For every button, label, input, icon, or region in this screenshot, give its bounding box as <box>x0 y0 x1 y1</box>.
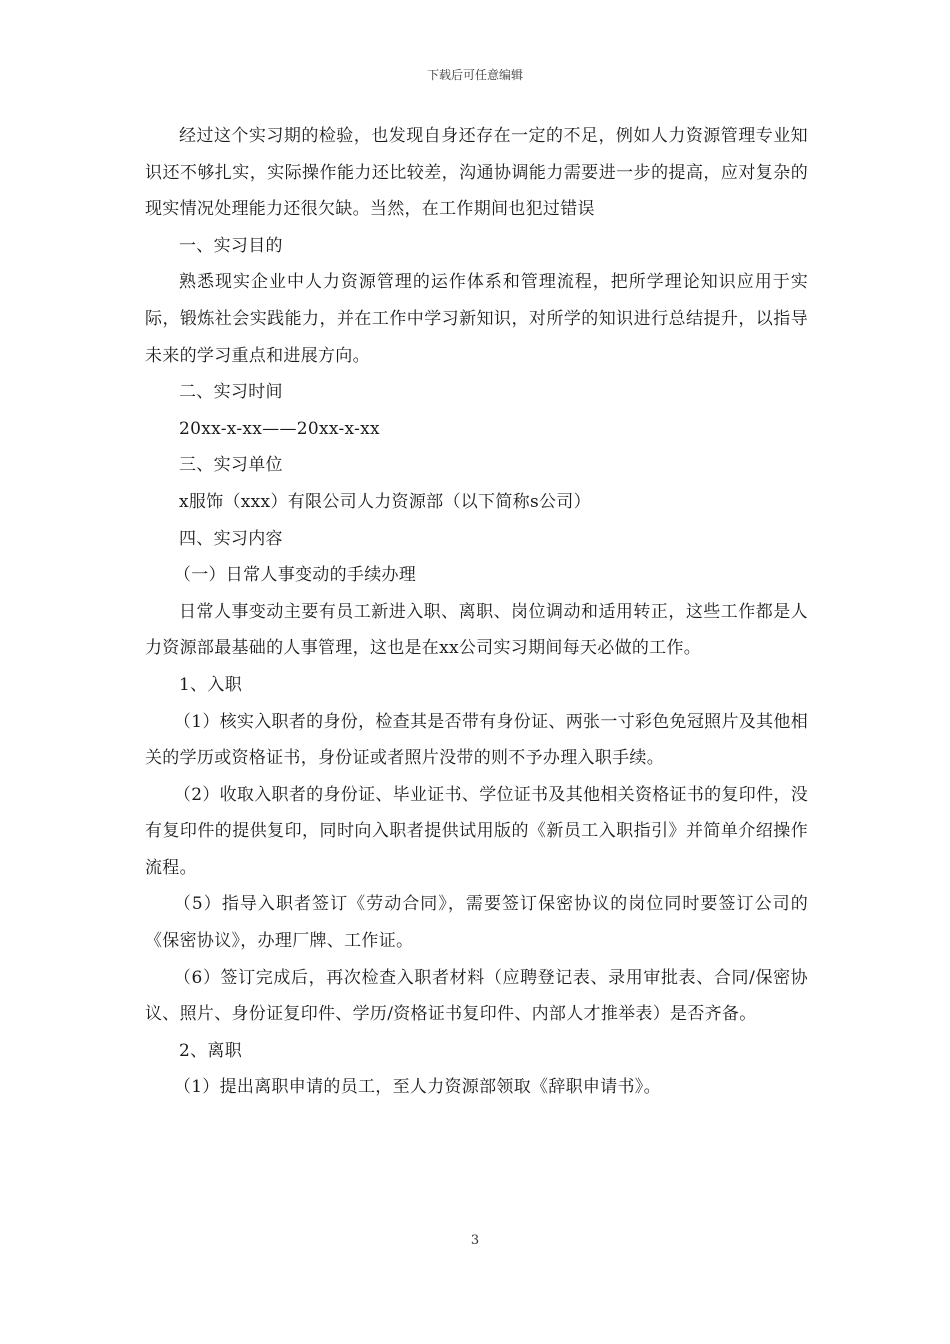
list-item: （6）签订完成后，再次检查入职者材料（应聘登记表、录用审批表、合同/保密协议、照片、身份证复印件、学历/资格证书复印件、内部人才推举表）是否齐备。 <box>145 967 808 1025</box>
document-body <box>145 118 808 1106</box>
paragraph: 熟悉现实企业中人力资源管理的运作体系和管理流程，把所学理论知识应用于实际，锻炼社会实践能力，并在工作中学习新知识，对所学的知识进行总结提升，以指导未来的学习重点和进展方向。 <box>145 272 808 366</box>
paragraph: x服饰（xxx）有限公司人力资源部（以下简称s公司） <box>179 491 591 512</box>
section-heading: 一、实习目的 <box>179 235 283 256</box>
section-heading: 三、实习单位 <box>179 455 283 476</box>
page-header: 下载后可任意编辑 <box>426 68 523 82</box>
paragraph: 经过这个实习期的检验，也发现自身还存在一定的不足，例如人力资源管理专业知识还不够扎实，实际操作能力还比较差，沟通协调能力需要进一步的提高，应对复杂的现实情况处理能力还很欠缺。当然，在工作期间也犯过错误 <box>145 126 808 220</box>
item-heading: 1、入职 <box>179 674 243 695</box>
paragraph: 20xx-x-xx——20xx-x-xx <box>179 418 380 439</box>
list-item: （1）核实入职者的身份，检查其是否带有身份证、两张一寸彩色免冠照片及其他相关的学历或资格证书，身份证或者照片没带的则不予办理入职手续。 <box>145 711 808 769</box>
list-item: （1）提出离职申请的员工，至人力资源部领取《辞职申请书》。 <box>173 1077 661 1098</box>
page-number: 3 <box>470 1233 480 1248</box>
list-item: （5）指导入职者签订《劳动合同》，需要签订保密协议的岗位同时要签订公司的《保密协议》，办理厂牌、工作证。 <box>145 894 808 952</box>
item-heading: 2、离职 <box>179 1040 243 1061</box>
list-item: （2）收取入职者的身份证、毕业证书、学位证书及其他相关资格证书的复印件，没有复印件的提供复印，同时向入职者提供试用版的《新员工入职指引》并简单介绍操作流程。 <box>145 784 808 878</box>
section-heading: 四、实习内容 <box>179 528 283 549</box>
section-heading: 二、实习时间 <box>179 382 283 403</box>
subsection-heading: （一）日常人事变动的手续办理 <box>173 565 417 586</box>
paragraph: 日常人事变动主要有员工新进入职、离职、岗位调动和适用转正，这些工作都是人力资源部最基础的人事管理，这也是在xx公司实习期间每天必做的工作。 <box>145 601 808 659</box>
